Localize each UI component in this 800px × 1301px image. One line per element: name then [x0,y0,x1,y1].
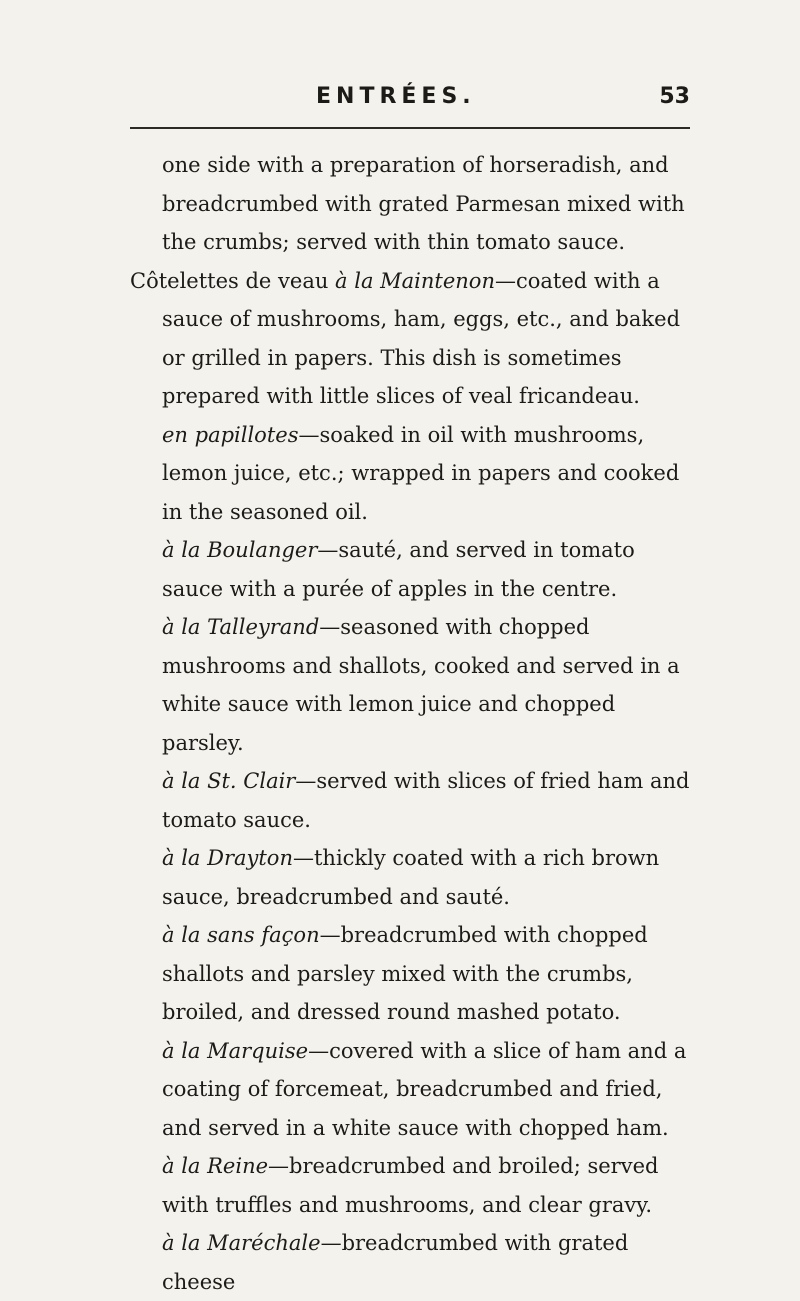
main-entry-style-name: Maintenon [380,268,495,293]
variant-prefix: à la [162,538,208,562]
variant-entry [130,839,700,916]
variant-name: Boulanger [207,538,318,562]
variant-text: —breadcrumbed and broiled; served with truffles and mushrooms, and clear gravy. [162,1154,659,1217]
variant-prefix: à la [162,615,208,639]
variant-prefix: à la [162,846,208,870]
variant-name: Drayton [207,846,293,870]
variant-text: —breadcrumbed with grated cheese [162,1231,629,1294]
variant-name: Talleyrand [207,615,320,639]
variant-name: Maréchale [207,1231,321,1255]
variant-entry [130,762,700,839]
main-entry [130,262,700,416]
variant-name: St. Clair [207,769,296,793]
variant-name: Marquise [207,1038,309,1063]
variant-entry [130,416,700,532]
variant-entry [130,608,700,762]
main-entry-style-prefix: à la [335,268,381,293]
variant-text: —soaked in oil with mushrooms, lemon juice, etc.; wrapped in papers and cooked in the seasoned oil. [162,422,680,524]
variant-entry [130,1224,700,1301]
variant-name: sans façon [207,923,320,947]
continued-paragraph: one side with a preparation of horseradish, and breadcrumbed with grated Parmesan mixed with the crumbs; served with thin tomato sauce. [162,153,685,254]
variant-entry [130,531,700,608]
variant-text: —thickly coated with a rich brown sauce, breadcrumbed and sauté. [162,846,660,909]
variant-entry [130,916,700,1032]
variant-prefix: à la [162,1038,208,1063]
variant-prefix: à la [162,1231,208,1255]
variant-text: —covered with a slice of ham and a coating of forcemeat, breadcrumbed and fried, and served in a white sauce with chopped ham. [162,1038,687,1140]
variant-prefix: à la [162,769,208,793]
header-rule [130,127,690,129]
variant-text: —breadcrumbed with chopped shallots and parsley mixed with the crumbs, broiled, and dressed round mashed potato. [162,923,648,1024]
page-number: 53 [659,84,690,109]
main-entry-title: Côtelettes de veau [130,268,336,293]
variant-entry [130,1032,700,1148]
page-header [130,84,690,118]
variant-prefix: à la [162,1154,208,1178]
variant-text: —sauté, and served in tomato sauce with a purée of apples in the centre. [162,538,635,601]
variant-name: en papillotes [162,422,299,447]
variant-entry [130,1147,700,1224]
variant-name: Reine [207,1154,269,1178]
variant-prefix: à la [162,923,208,947]
variant-text: —seasoned with chopped mushrooms and shallots, cooked and served in a white sauce with lemon juice and chopped parsley. [162,615,680,755]
variant-text: —served with slices of fried ham and tomato sauce. [162,769,690,832]
running-title: ENTRÉES. [316,84,476,109]
page-body [130,146,700,1301]
main-entry-text: —coated with a sauce of mushrooms, ham, eggs, etc., and baked or grilled in papers. This dish is sometimes prepared with little slices of veal fricandeau. [162,268,681,408]
